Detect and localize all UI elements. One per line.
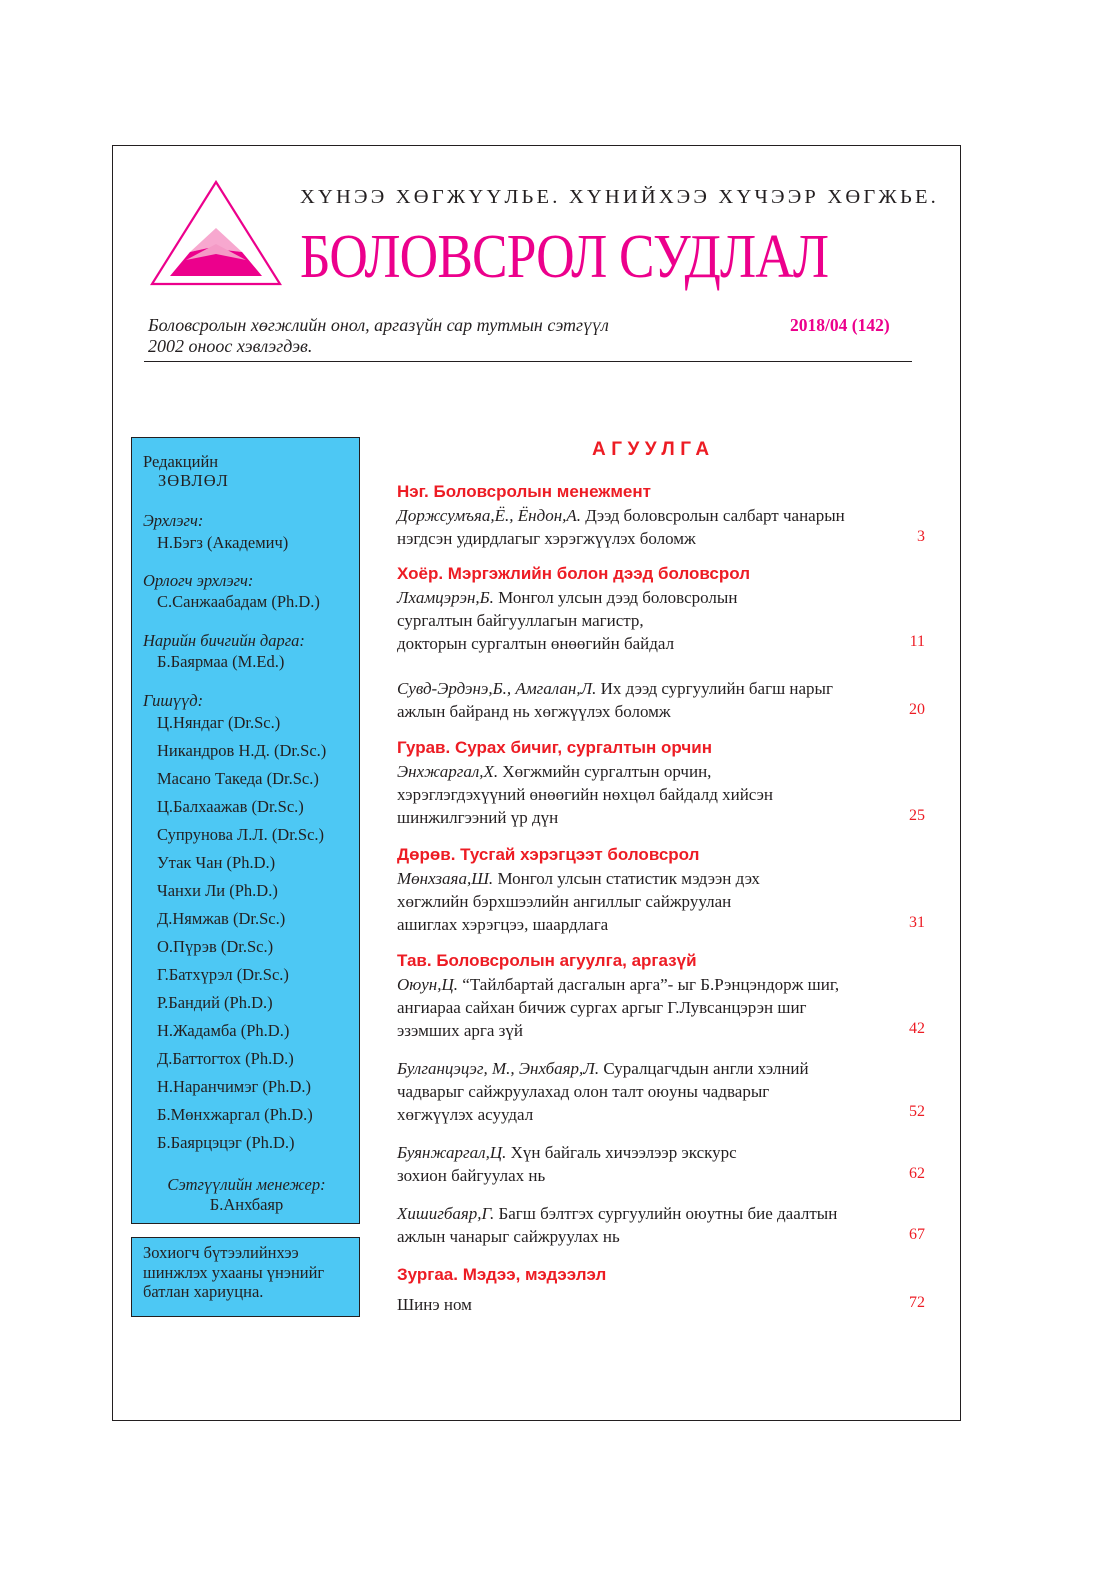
article-title: Суралцагчдын англи хэлний [599, 1059, 809, 1078]
page-number: 31 [909, 914, 925, 931]
page-number: 52 [909, 1103, 925, 1120]
deputy-name: С.Санжаабадам (Ph.D.) [157, 592, 320, 611]
article-title: ангиараа сайхан бичиж сургах аргыг Г.Лувсанцэрэн шиг [397, 998, 807, 1017]
manager-name: Б.Анхбаяр [209, 1195, 284, 1214]
article-authors: Энхжаргал,Х. [397, 762, 499, 781]
article-title: ажлын байранд нь хөгжүүлэх боломж [397, 702, 671, 721]
article-authors: Мөнхзаяа,Ш. [397, 869, 494, 888]
board-member: Д.Нямжав (Dr.Sc.) [157, 909, 286, 928]
article-authors: Лхамцэрэн,Б. [397, 588, 494, 607]
board-member: Утак Чан (Ph.D.) [157, 853, 276, 872]
board-member: Никандров Н.Д. (Dr.Sc.) [157, 741, 327, 760]
article-title: чадварыг сайжруулахад олон талт оюуны чадварыг [397, 1082, 770, 1101]
page-number: 72 [909, 1294, 925, 1311]
article-title: эзэмших арга зүй [397, 1021, 523, 1040]
page-number: 42 [909, 1020, 925, 1037]
toc-article [397, 677, 932, 723]
toc-section-title: Дөрөв. Тусгай хэрэгцээт боловсрол [397, 845, 700, 864]
article-authors: Оюун,Ц. [397, 975, 459, 994]
note-line: Зохиогч бүтээлийнхээ [143, 1243, 299, 1262]
board-member: Супрунова Л.Л. (Dr.Sc.) [157, 825, 325, 844]
article-title: Хүн байгаль хичээлээр экскурс [506, 1143, 737, 1162]
toc-article [397, 504, 932, 550]
article-title: нэгдсэн удирдлагыг хэрэгжүүлэх боломж [397, 529, 696, 548]
page-number: 20 [909, 701, 925, 718]
board-member: О.Пүрэв (Dr.Sc.) [157, 937, 274, 956]
manager-role: Сэтгүүлийн менежер: [167, 1175, 326, 1194]
board-heading: Редакцийн [143, 452, 219, 471]
page-number: 11 [909, 633, 925, 650]
article-title: шинжилгээний үр дүн [397, 808, 559, 827]
article-authors: Булганцэцэг, М., Энхбаяр,Л. [397, 1059, 600, 1078]
page-number: 67 [909, 1226, 925, 1243]
members-role: Гишүүд: [143, 691, 204, 710]
slogan: ХҮНЭЭ ХӨГЖҮҮЛЬЕ. ХҮНИЙХЭЭ ХҮЧЭЭР ХӨГЖЬЕ. [300, 186, 940, 208]
board-member: Р.Бандий (Ph.D.) [157, 993, 273, 1012]
board-member: Ц.Няндаг (Dr.Sc.) [157, 713, 281, 732]
page-number: 3 [917, 528, 925, 545]
board-member: Масано Такеда (Dr.Sc.) [157, 769, 319, 788]
toc-article [397, 1141, 932, 1187]
subtitle-line: Боловсролын хөгжлийн онол, аргазүйн сар тутмын сэтгүүл [148, 315, 609, 335]
page-number: 62 [909, 1165, 925, 1182]
toc-article [397, 586, 932, 655]
article-title: Монгол улсын статистик мэдээн дэх [493, 869, 760, 888]
toc-section-title: Гурав. Сурах бичиг, сургалтын орчин [397, 738, 712, 757]
deputy-role: Орлогч эрхлэгч: [143, 571, 254, 590]
divider [144, 361, 912, 362]
editor-name: Н.Бэгз (Академич) [157, 533, 289, 552]
toc-section-title: Зургаа. Мэдээ, мэдээлэл [397, 1265, 607, 1284]
article-title: Хөгжмийн сургалтын орчин, [498, 762, 712, 781]
article-authors: Сувд-Эрдэнэ,Б., Амгалан,Л. [397, 679, 597, 698]
toc-section-title: Тав. Боловсролын агуулга, аргазүй [397, 951, 697, 970]
journal-logo-icon [150, 180, 282, 286]
toc-article [397, 1202, 932, 1248]
board-member: Б.Мөнхжаргал (Ph.D.) [157, 1105, 313, 1124]
toc-heading: АГУУЛГА [592, 439, 715, 460]
article-title: “Тайлбартай дасгалын арга”- ыг Б.Рэнцэндорж шиг, [458, 975, 840, 994]
toc-article [397, 867, 932, 936]
article-title: зохион байгуулах нь [397, 1166, 546, 1185]
toc-section-title: Нэг. Боловсролын менежмент [397, 482, 651, 501]
board-member: Д.Баттогтох (Ph.D.) [157, 1049, 294, 1068]
article-title: Монгол улсын дээд боловсролын [493, 588, 738, 607]
board-member: Н.Наранчимэг (Ph.D.) [157, 1077, 312, 1096]
author-responsibility-note [131, 1237, 360, 1317]
article-title: ашиглах хэрэгцээ, шаардлага [397, 915, 609, 934]
toc-article [397, 760, 932, 829]
article-title: Их дээд сургуулийн багш нарыг [596, 679, 833, 698]
article-authors: Буянжаргал,Ц. [397, 1143, 507, 1162]
article-title: хэрэглэгдэхүүний өнөөгийн нөхцөл байдалд хийсэн [397, 785, 773, 804]
note-line: шинжлэх ухааны үнэнийг [143, 1262, 325, 1282]
article-title: сургалтын байгууллагын магистр, [397, 611, 644, 630]
article-authors: Доржсумъяа,Ё., Ёндон,А. [397, 506, 582, 525]
board-member: Ц.Балхаажав (Dr.Sc.) [157, 797, 304, 816]
editor-role: Эрхлэгч: [143, 511, 204, 530]
article-title: Шинэ ном [397, 1295, 472, 1314]
subtitle-line: 2002 оноос хэвлэгдэв. [148, 336, 313, 356]
article-title: Дээд боловсролын салбарт чанарын [581, 506, 845, 525]
toc-section-title: Хоёр. Мэргэжлийн болон дээд боловсрол [397, 564, 751, 583]
journal-title: БОЛОВСРОЛ СУДЛАЛ [300, 223, 829, 291]
article-title: докторын сургалтын өнөөгийн байдал [397, 634, 675, 653]
article-title: хөгжүүлэх асуудал [397, 1105, 534, 1124]
board-member: Г.Батхүрэл (Dr.Sc.) [157, 965, 289, 984]
journal-subtitle [148, 315, 748, 357]
article-title: Багш бэлтгэх сургуулийн оюутны бие даалтын [494, 1204, 838, 1223]
secretary-role: Нарийн бичгийн дарга: [143, 631, 305, 650]
secretary-name: Б.Баярмаа (M.Ed.) [157, 652, 285, 671]
note-line: батлан хариуцна. [143, 1282, 264, 1301]
page-number: 25 [909, 807, 925, 824]
board-member: Б.Баярцэцэг (Ph.D.) [157, 1133, 295, 1152]
board-member: Чанхи Ли (Ph.D.) [157, 881, 278, 900]
article-title: ажлын чанарыг сайжруулах нь [397, 1227, 620, 1246]
issue-number: 2018/04 (142) [790, 315, 890, 335]
editorial-board-panel [131, 437, 360, 1224]
toc-article [397, 973, 932, 1042]
board-member: Н.Жадамба (Ph.D.) [157, 1021, 290, 1040]
toc-article [397, 1293, 932, 1316]
board-heading: ЗӨВЛӨЛ [158, 471, 229, 490]
toc-article [397, 1057, 932, 1126]
article-title: хөгжлийн бэрхшээлийн ангиллыг сайжруулан [397, 892, 732, 911]
article-authors: Хишигбаяр,Г. [397, 1204, 495, 1223]
